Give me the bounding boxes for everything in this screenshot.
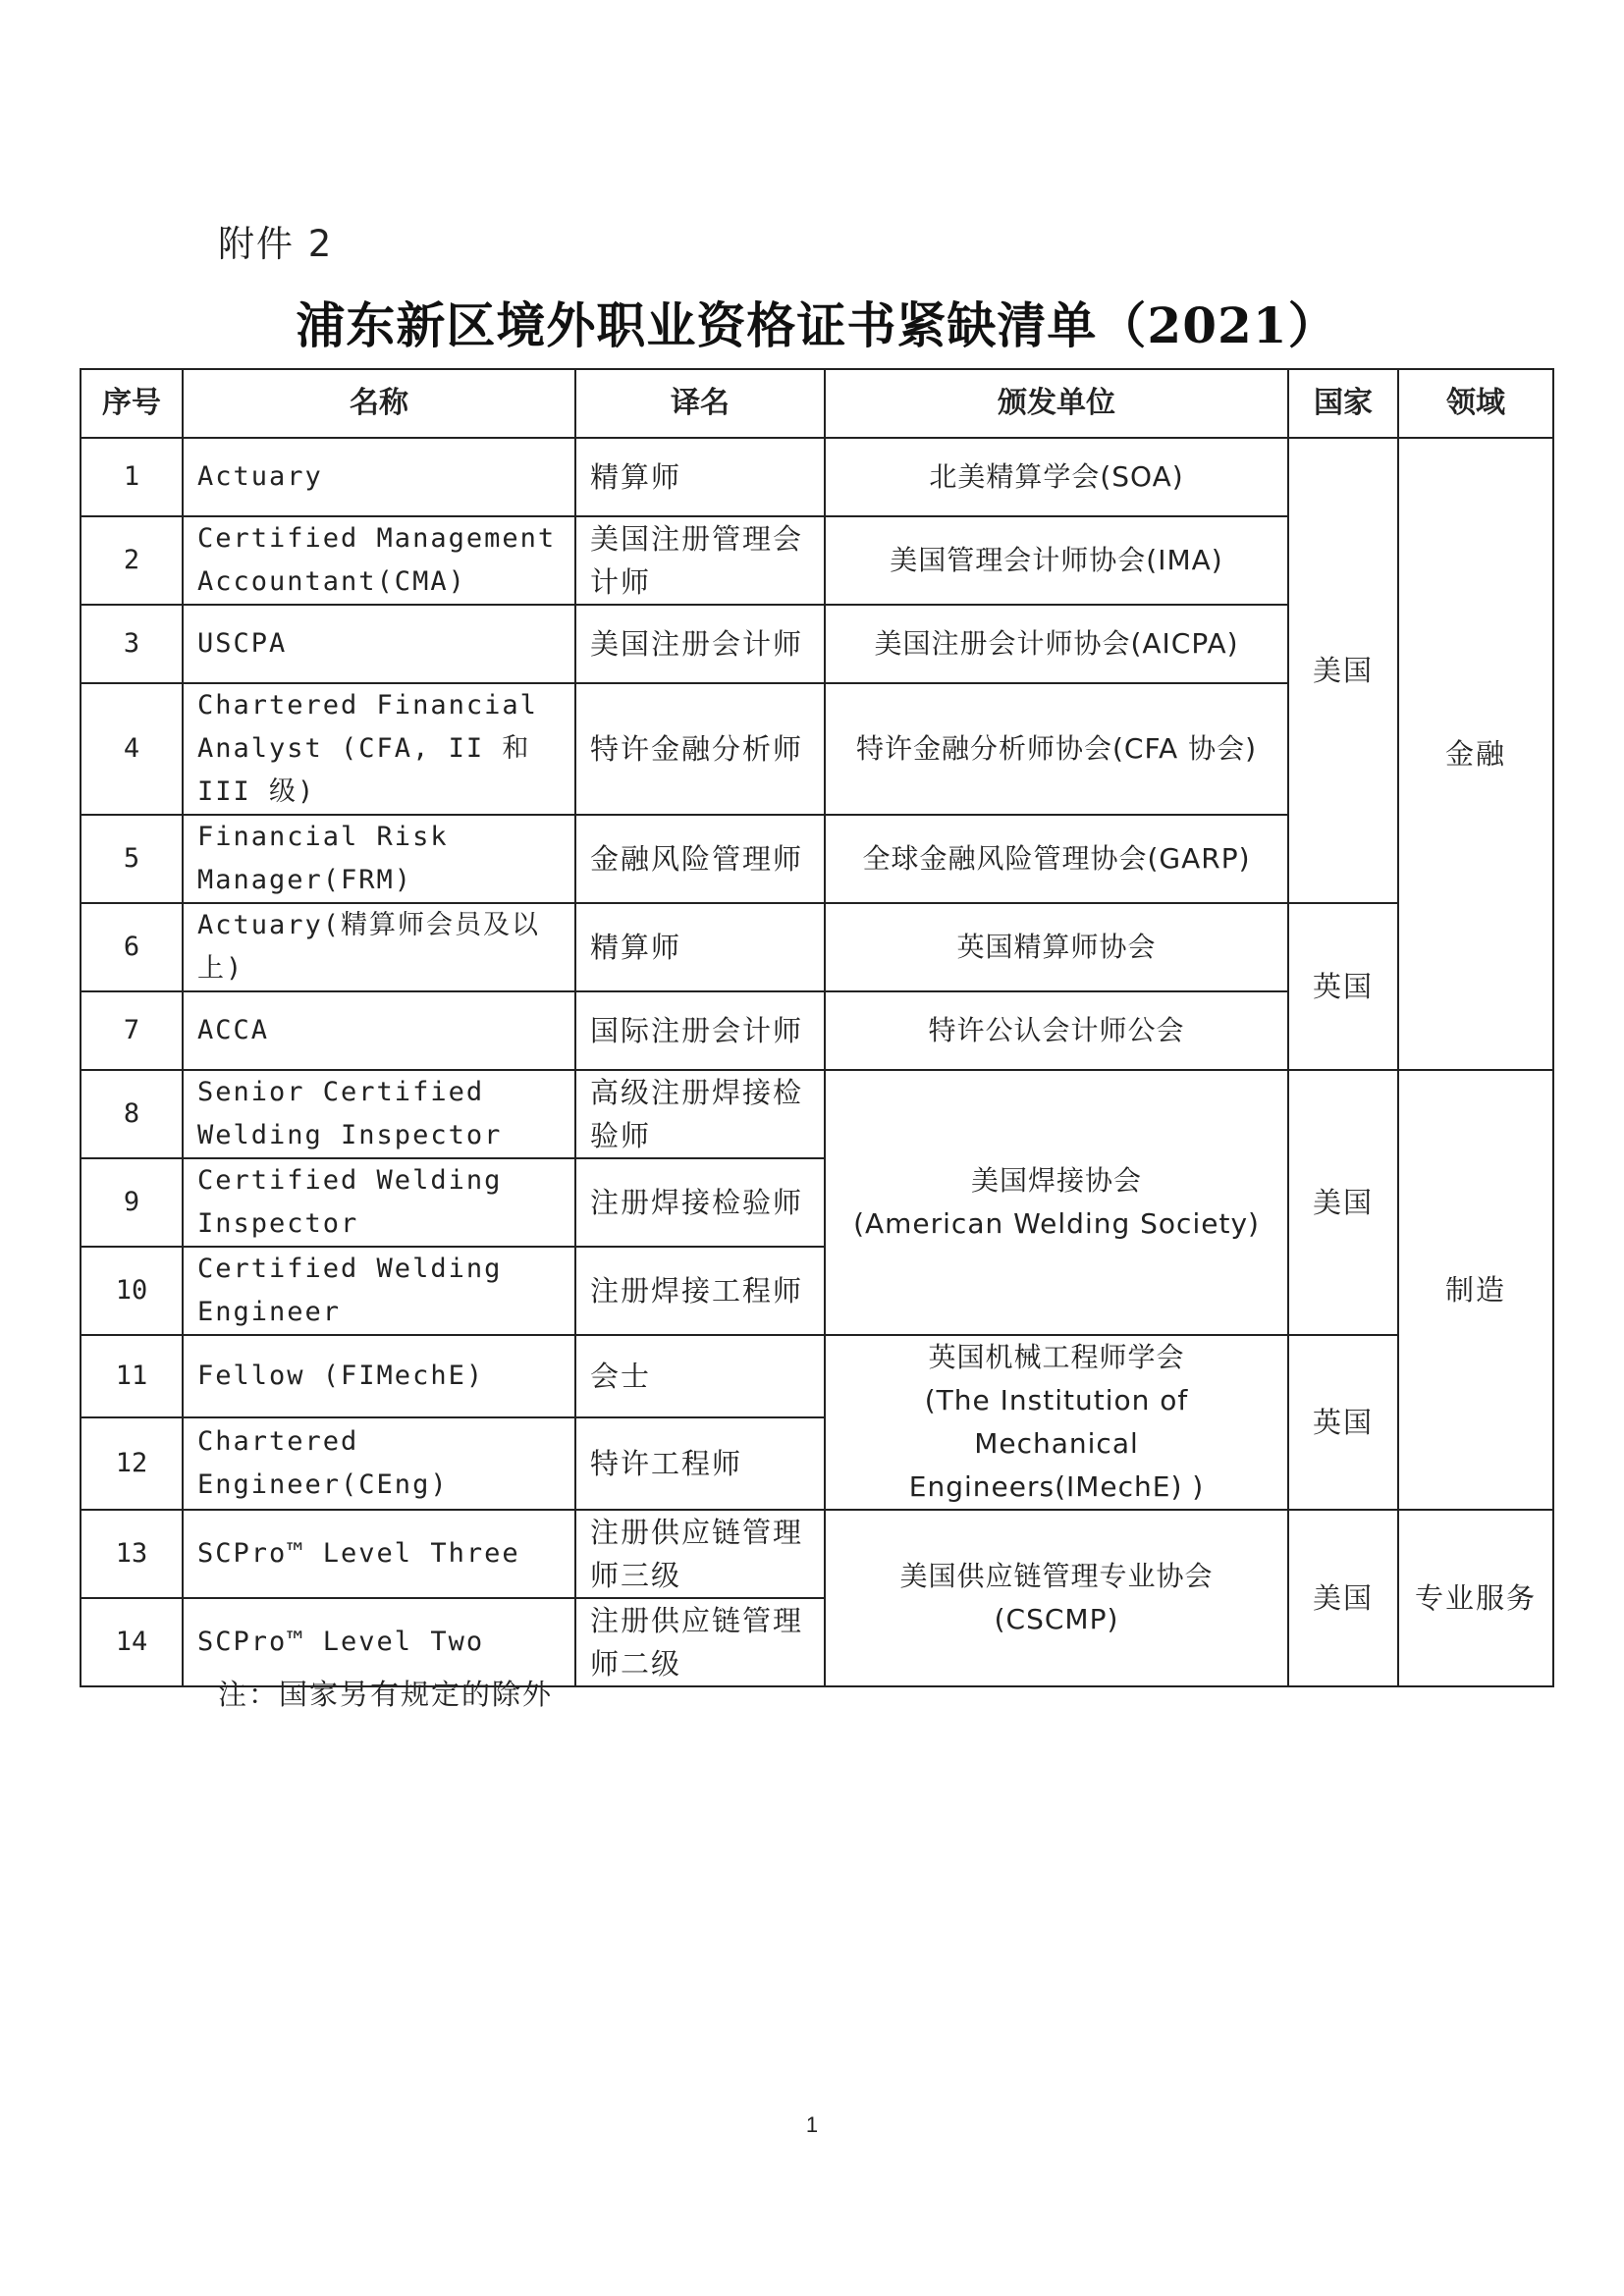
document-title: 浦东新区境外职业资格证书紧缺清单（2021） — [296, 296, 1338, 354]
cert-name: Certified Welding Inspector — [183, 1158, 575, 1247]
cert-name: Chartered Engineer(CEng) — [183, 1417, 575, 1510]
cert-translation: 注册供应链管理师三级 — [575, 1510, 825, 1598]
country-cell: 美国 — [1288, 1070, 1398, 1335]
row-no: 2 — [81, 516, 183, 605]
row-no: 4 — [81, 683, 183, 815]
cert-issuer: 英国精算师协会 — [825, 903, 1288, 991]
field-cell: 金融 — [1398, 438, 1553, 1070]
row-no: 10 — [81, 1247, 183, 1335]
cert-name: SCPro™ Level Three — [183, 1510, 575, 1598]
issuer-en: (CSCMP) — [994, 1603, 1119, 1635]
country-cell: 英国 — [1288, 1335, 1398, 1510]
row-no: 12 — [81, 1417, 183, 1510]
cert-translation: 精算师 — [575, 438, 825, 516]
cert-issuer: 美国注册会计师协会(AICPA) — [825, 605, 1288, 683]
cert-name: Certified Welding Engineer — [183, 1247, 575, 1335]
cert-issuer: 全球金融风险管理协会(GARP) — [825, 815, 1288, 903]
cert-issuer: 美国管理会计师协会(IMA) — [825, 516, 1288, 605]
table-row — [81, 903, 1553, 991]
row-no: 1 — [81, 438, 183, 516]
country-cell: 美国 — [1288, 1510, 1398, 1686]
cert-translation: 高级注册焊接检验师 — [575, 1070, 825, 1158]
cert-issuer: 北美精算学会(SOA) — [825, 438, 1288, 516]
header-no: 序号 — [81, 369, 183, 438]
row-no: 11 — [81, 1335, 183, 1417]
row-no: 3 — [81, 605, 183, 683]
row-no: 7 — [81, 991, 183, 1070]
cert-issuer-merged — [825, 1070, 1288, 1335]
cert-issuer: 特许公认会计师公会 — [825, 991, 1288, 1070]
cert-name: Fellow (FIMechE) — [183, 1335, 575, 1417]
page-number: 1 — [805, 2112, 819, 2137]
cert-name: Actuary — [183, 438, 575, 516]
cert-translation: 美国注册会计师 — [575, 605, 825, 683]
cert-translation: 注册供应链管理师二级 — [575, 1598, 825, 1686]
certificate-table — [80, 368, 1554, 1687]
cert-issuer: 特许金融分析师协会(CFA 协会) — [825, 683, 1288, 815]
row-no: 13 — [81, 1510, 183, 1598]
cert-translation: 会士 — [575, 1335, 825, 1417]
cert-translation: 国际注册会计师 — [575, 991, 825, 1070]
issuer-en: (American Welding Society) — [853, 1207, 1260, 1240]
cert-name: USCPA — [183, 605, 575, 683]
header-country: 国家 — [1288, 369, 1398, 438]
cert-translation: 注册焊接检验师 — [575, 1158, 825, 1247]
cert-name: Actuary(精算师会员及以上) — [183, 903, 575, 991]
cert-name: Certified Management Accountant(CMA) — [183, 516, 575, 605]
issuer-cn: 美国供应链管理专业协会 — [899, 1560, 1214, 1592]
cert-name: Senior Certified Welding Inspector — [183, 1070, 575, 1158]
table-row — [81, 1070, 1553, 1158]
cert-translation: 美国注册管理会计师 — [575, 516, 825, 605]
row-no: 9 — [81, 1158, 183, 1247]
row-no: 5 — [81, 815, 183, 903]
header-name: 名称 — [183, 369, 575, 438]
field-cell: 制造 — [1398, 1070, 1553, 1510]
table-header-row — [81, 369, 1553, 438]
cert-translation: 金融风险管理师 — [575, 815, 825, 903]
header-translation: 译名 — [575, 369, 825, 438]
header-field: 领域 — [1398, 369, 1553, 438]
cert-name: Chartered Financial Analyst (CFA, II 和 III 级) — [183, 683, 575, 815]
row-no: 14 — [81, 1598, 183, 1686]
table-row — [81, 438, 1553, 516]
cert-translation: 特许金融分析师 — [575, 683, 825, 815]
header-issuer: 颁发单位 — [825, 369, 1288, 438]
cert-issuer-merged — [825, 1510, 1288, 1686]
row-no: 6 — [81, 903, 183, 991]
cert-translation: 精算师 — [575, 903, 825, 991]
issuer-cn: 英国机械工程师学会 — [928, 1341, 1185, 1373]
attachment-label: 附件 2 — [218, 223, 334, 265]
table-row — [81, 1335, 1553, 1417]
issuer-en: (The Institution of Mechanical Engineers(IMechE) ) — [908, 1384, 1205, 1503]
cert-name: Financial Risk Manager(FRM) — [183, 815, 575, 903]
cert-translation: 注册焊接工程师 — [575, 1247, 825, 1335]
footnote: 注：国家另有规定的除外 — [218, 1678, 554, 1711]
row-no: 8 — [81, 1070, 183, 1158]
country-cell: 英国 — [1288, 903, 1398, 1070]
cert-translation: 特许工程师 — [575, 1417, 825, 1510]
country-cell: 美国 — [1288, 438, 1398, 903]
cert-name: ACCA — [183, 991, 575, 1070]
field-cell: 专业服务 — [1398, 1510, 1553, 1686]
cert-name: SCPro™ Level Two — [183, 1598, 575, 1686]
table-row — [81, 1510, 1553, 1598]
cert-issuer-merged — [825, 1335, 1288, 1510]
issuer-cn: 美国焊接协会 — [970, 1164, 1142, 1197]
